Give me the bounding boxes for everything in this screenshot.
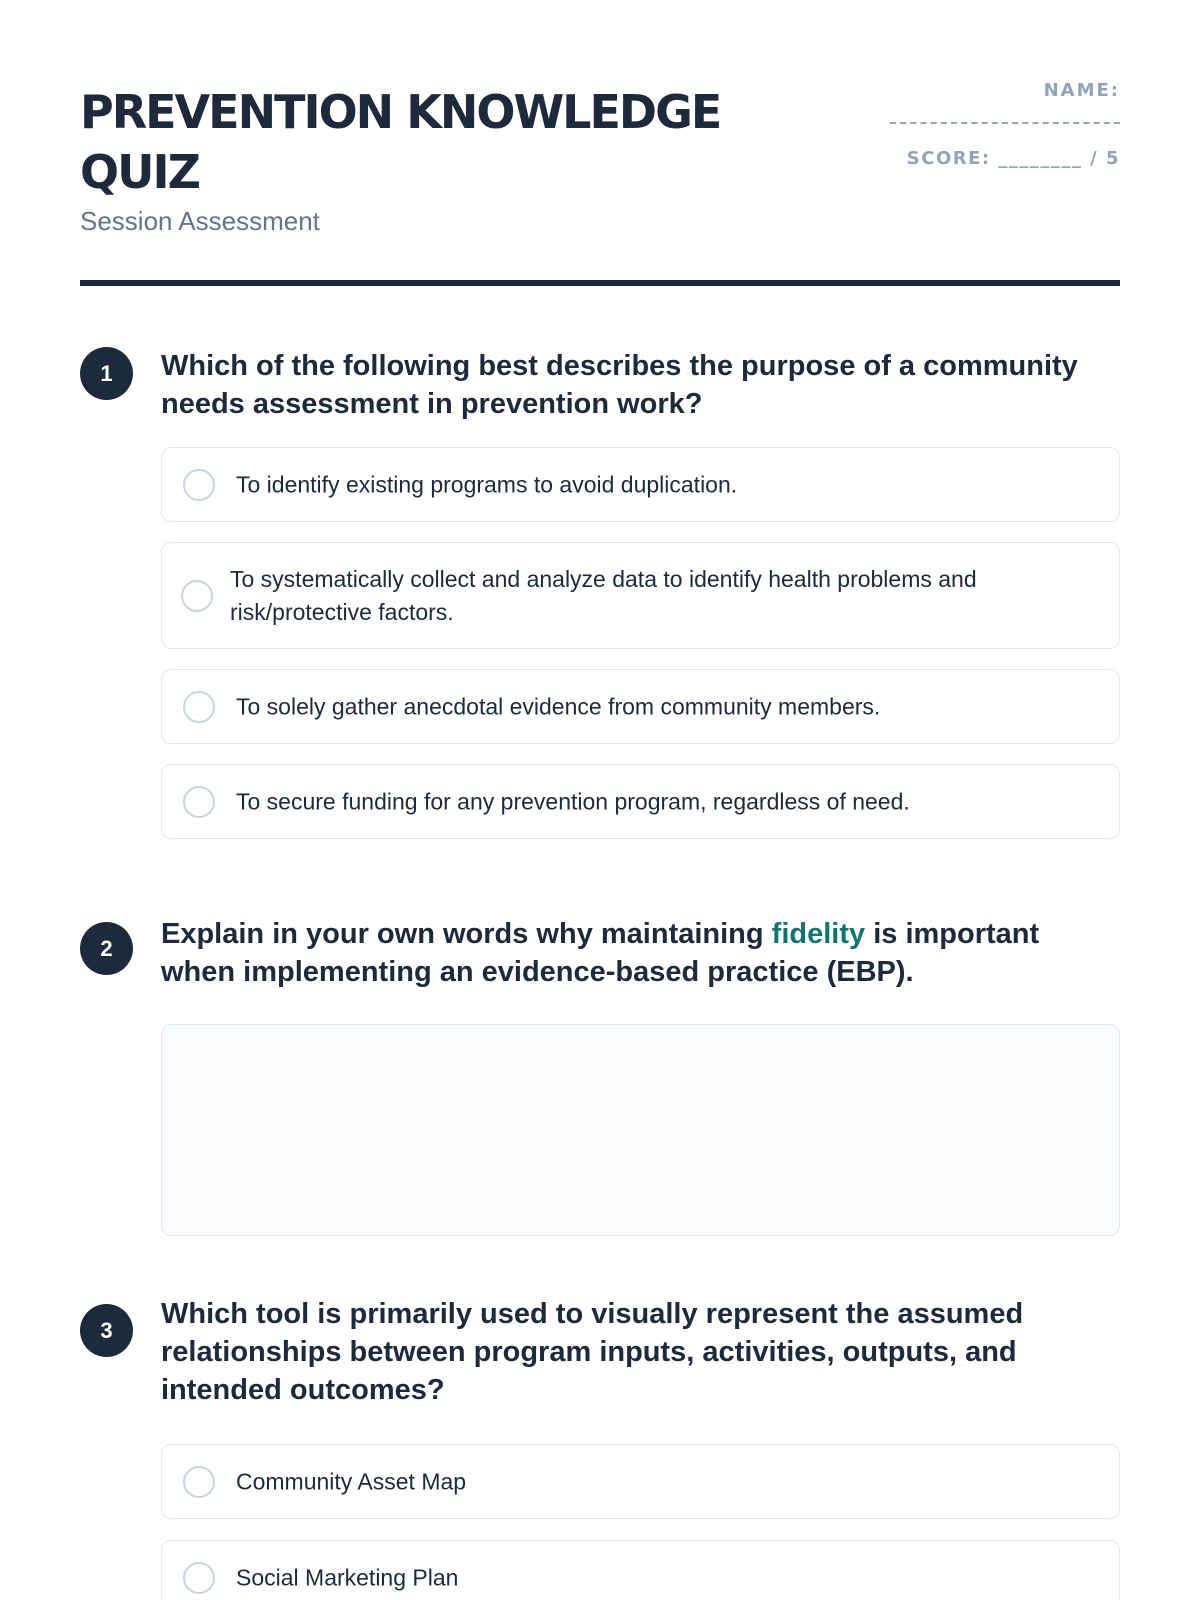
radio-button[interactable] [183,1562,215,1594]
score-label: SCORE: ________ / 5 [906,148,1120,169]
quiz-header [80,0,1120,287]
name-field[interactable] [890,122,1120,124]
answer-option[interactable] [161,447,1120,522]
header-divider [80,280,1120,286]
quiz-page [80,0,1120,1590]
name-score-block [880,80,1120,169]
question-text [161,915,1101,991]
written-answer-box[interactable] [161,1024,1120,1236]
question-number-badge: 1 [80,347,133,400]
radio-button[interactable] [183,469,215,501]
answer-option[interactable] [161,542,1120,649]
option-label: Social Marketing Plan [236,1564,459,1590]
answer-option[interactable] [161,669,1120,744]
option-label: To solely gather anecdotal evidence from community members. [236,693,881,719]
question-text: Which tool is primarily used to visually represent the assumed relationships between program inputs, activities, outputs, and intended outcomes? [161,1298,1024,1406]
radio-button[interactable] [181,580,213,612]
question-text-part: Explain in your own words why maintaining [161,918,772,950]
radio-button[interactable] [183,691,215,723]
highlighted-term: fidelity [771,918,866,950]
radio-button[interactable] [183,1466,215,1498]
question-text-part: is important when implementing an evidence-based practice (EBP). [161,918,1040,988]
question-number-badge: 2 [80,922,133,975]
option-label: To identify existing programs to avoid duplication. [236,471,738,497]
name-label: NAME: [1043,80,1120,101]
answer-option[interactable] [161,1444,1120,1519]
page-title: PREVENTION KNOWLEDGE QUIZ [80,85,721,199]
answer-option[interactable] [161,1540,1120,1600]
option-label: To secure funding for any prevention program, regardless of need. [236,788,910,814]
answer-option[interactable] [161,764,1120,839]
option-label: To systematically collect and analyze data to identify health problems and risk/protective factors. [230,565,977,625]
radio-button[interactable] [183,786,215,818]
question-text: Which of the following best describes the purpose of a community needs assessment in prevention work? [161,350,1078,420]
option-label: Community Asset Map [236,1468,467,1494]
question-number-badge: 3 [80,1304,133,1357]
page-subtitle: Session Assessment [80,206,320,236]
